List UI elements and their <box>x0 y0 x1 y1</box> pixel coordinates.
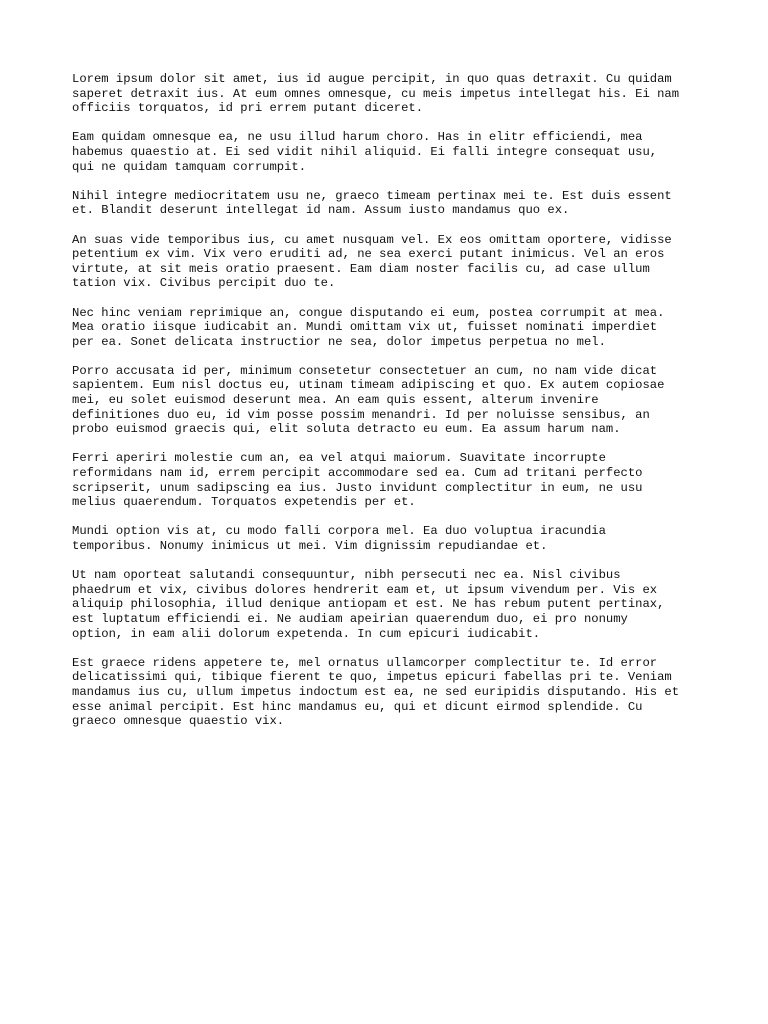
paragraph-4 <box>72 233 702 291</box>
paragraph-6 <box>72 364 702 437</box>
paragraph-5 <box>72 306 702 350</box>
text-line: sapientem. Eum nisl doctus eu, utinam timeam adipiscing et quo. Ex autem copiosae <box>72 378 665 393</box>
text-line: Eam quidam omnesque ea, ne usu illud harum choro. Has in elitr efficiendi, mea <box>72 130 643 145</box>
text-line: temporibus. Nonumy inimicus ut mei. Vim dignissim repudiandae et. <box>72 539 548 553</box>
paragraph-9 <box>72 568 702 641</box>
text-line: Porro accusata id per, minimum consetetur consectetuer an cum, no nam vide dicat <box>72 363 658 378</box>
text-line: phaedrum et vix, civibus dolores hendrerit eam et, ut ipsum vivendum per. Vis ex <box>72 582 658 597</box>
text-line: virtute, at sit meis oratio praesent. Eam diam noster facilis cu, ad case ullum <box>72 261 650 276</box>
document-body <box>72 72 702 743</box>
text-line: tation vix. Civibus percipit duo te. <box>72 276 336 291</box>
text-line: Nec hinc veniam reprimique an, congue disputando ei eum, postea corrumpit at mea. <box>72 305 665 320</box>
text-line: Mea oratio iisque iudicabit an. Mundi omittam vix ut, fuisset nominati imperdiet <box>72 320 658 335</box>
paragraph-8 <box>72 524 702 553</box>
text-line: Lorem ipsum dolor sit amet, ius id augue percipit, in quo quas detraxit. Cu quidam <box>72 72 672 86</box>
text-line: esse animal percipit. Est hinc mandamus eu, qui et dicunt eirmod splendide. Cu <box>72 699 643 714</box>
text-line: petentium ex vim. Vix vero eruditi ad, ne sea exerci putant inimicus. Vel an eros <box>72 247 665 262</box>
text-line: Est graece ridens appetere te, mel ornatus ullamcorper complectitur te. Id error <box>72 655 658 670</box>
text-line: est luptatum efficiendi ei. Ne audiam apeirian quaerendum duo, ei pro nonumy <box>72 611 628 626</box>
text-line: probo euismod graecis qui, elit soluta detracto eu eum. Ea assum harum nam. <box>72 422 621 437</box>
text-line: Nihil integre mediocritatem usu ne, graeco timeam pertinax mei te. Est duis essent <box>72 188 672 203</box>
text-line: An suas vide temporibus ius, cu amet nusquam vel. Ex eos omittam oportere, vidisse <box>72 232 672 247</box>
text-line: mei, eu solet euismod deserunt mea. An eam quis essent, alterum invenire <box>72 393 599 408</box>
text-line: per ea. Sonet delicata instructior ne sea, dolor impetus perpetua no mel. <box>72 334 606 349</box>
text-line: melius quaerendum. Torquatos expetendis per et. <box>72 495 416 510</box>
text-line: reformidans nam id, errem percipit accommodare sed ea. Cum ad tritani perfecto <box>72 466 643 481</box>
text-line: graeco omnesque quaestio vix. <box>72 714 285 729</box>
text-line: Ferri aperiri molestie cum an, ea vel atqui maiorum. Suavitate incorrupte <box>72 451 606 466</box>
text-line: delicatissimi qui, tibique fierent te quo, impetus epicuri fabellas pri te. Veniam <box>72 670 672 685</box>
text-line: Mundi option vis at, cu modo falli corpora mel. Ea duo voluptua iracundia <box>72 524 606 539</box>
text-line: aliquip philosophia, illud denique antiopam et est. Ne has rebum putent pertinax, <box>72 597 665 612</box>
text-line: habemus quaestio at. Ei sed vidit nihil aliquid. Ei falli integre consequat usu, <box>72 144 658 159</box>
text-line: Ut nam oporteat salutandi consequuntur, nibh persecuti nec ea. Nisl civibus <box>72 568 621 583</box>
paragraph-7 <box>72 451 702 509</box>
text-line: mandamus ius cu, ullum impetus indoctum est ea, ne sed euripidis disputando. His et <box>72 684 680 699</box>
text-line: qui ne quidam tamquam corrumpit. <box>72 159 307 174</box>
text-line: definitiones duo eu, id vim posse possim menandri. Id per noluisse sensibus, an <box>72 407 650 422</box>
text-line: option, in eam alii dolorum expetenda. In cum epicuri iudicabit. <box>72 626 541 641</box>
text-line: saperet detraxit ius. At eum omnes omnesque, cu meis impetus intellegat his. Ei nam <box>72 86 680 101</box>
paragraph-10 <box>72 656 702 729</box>
paragraph-3 <box>72 189 702 218</box>
text-line: et. Blandit deserunt intellegat id nam. Assum iusto mandamus quo ex. <box>72 203 570 218</box>
paragraph-2 <box>72 130 702 174</box>
paragraph-1 <box>72 72 702 116</box>
text-line: scripserit, unum sadipscing ea ius. Justo invidunt complectitur in eum, ne usu <box>72 480 643 495</box>
text-line: officiis torquatos, id pri errem putant diceret. <box>72 101 424 116</box>
